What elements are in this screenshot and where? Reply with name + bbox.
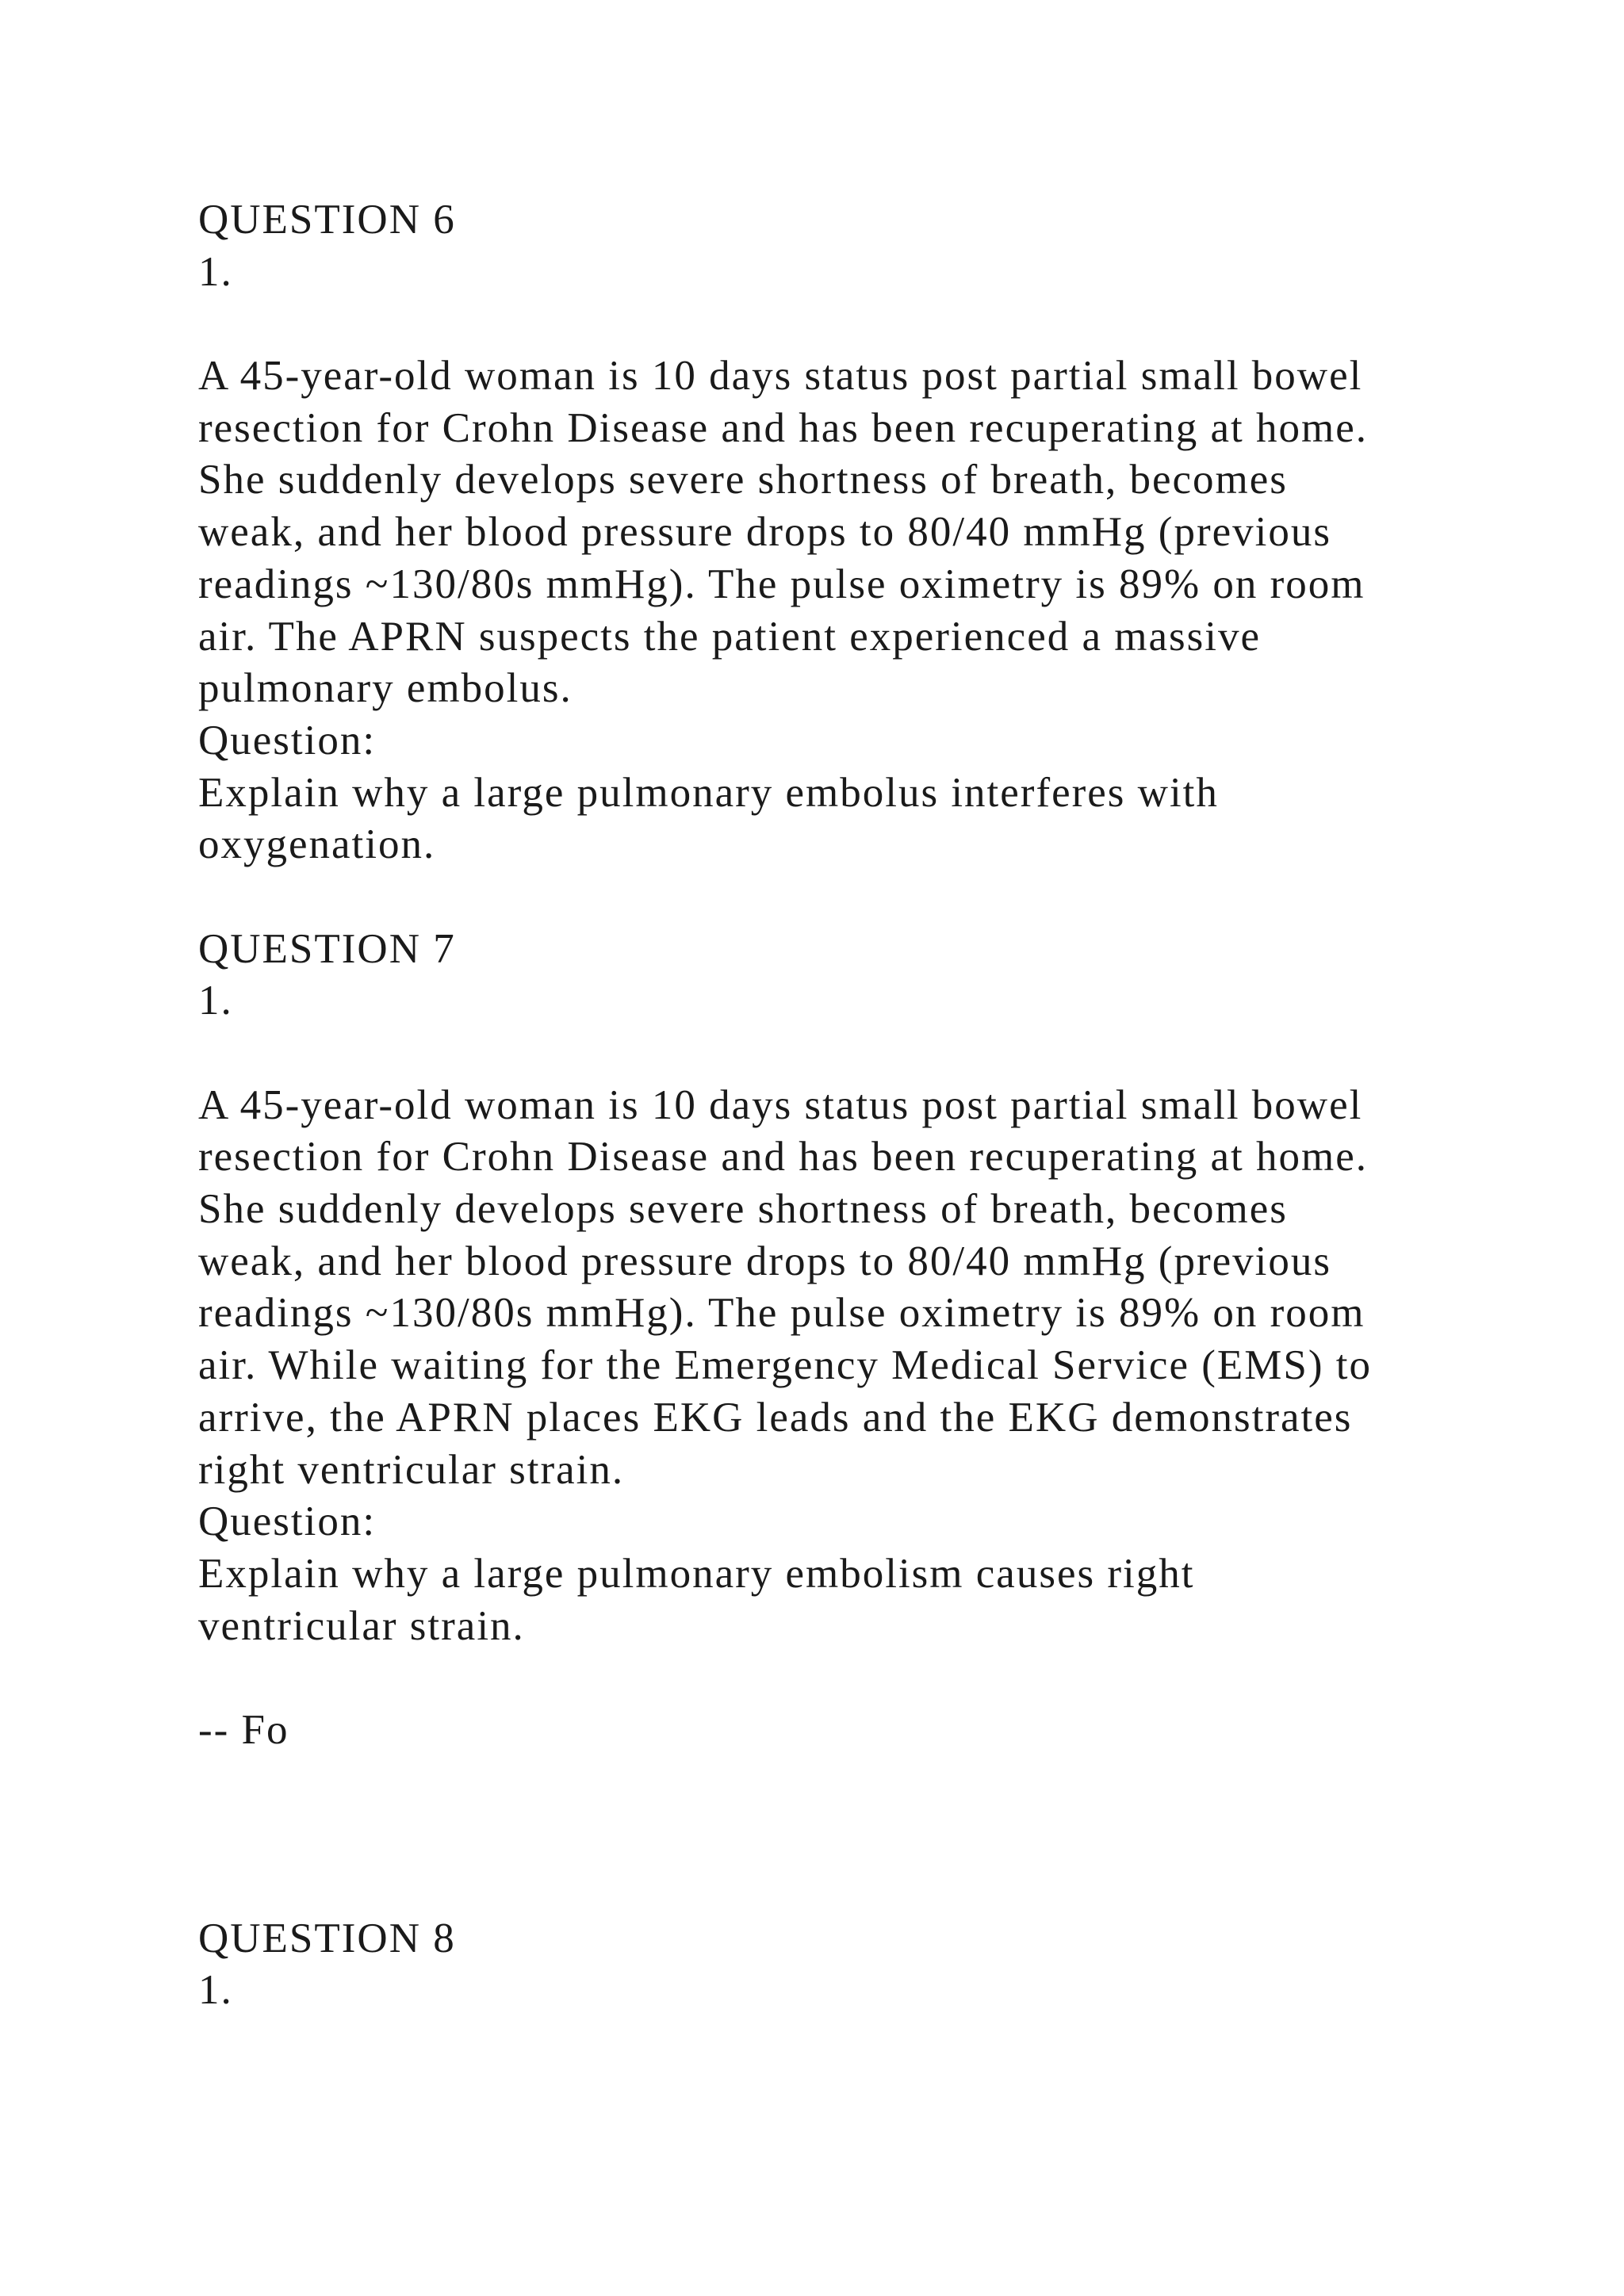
question-line: Explain why a large pulmonary embolism causes right	[198, 1550, 1195, 1597]
scenario-line: She suddenly develops severe shortness of breath, becomes	[198, 1186, 1288, 1233]
question-number: 1.	[198, 248, 233, 295]
question-line: oxygenation.	[198, 821, 436, 868]
scenario-line: air. The APRN suspects the patient experienced a massive	[198, 613, 1262, 660]
question-heading: QUESTION 6	[198, 197, 456, 243]
document-body	[198, 194, 1546, 2017]
blank-line	[198, 1027, 1546, 1080]
scenario-line: readings ~130/80s mmHg). The pulse oximetry is 89% on room	[198, 561, 1365, 607]
question-line: Explain why a large pulmonary embolus interferes with	[198, 769, 1219, 816]
blank-line	[198, 871, 1546, 924]
scenario-line: arrive, the APRN places EKG leads and the EKG demonstrates	[198, 1394, 1353, 1441]
scenario-line: A 45-year-old woman is 10 days status post partial small bowel	[198, 353, 1363, 400]
scenario-line: A 45-year-old woman is 10 days status post partial small bowel	[198, 1081, 1363, 1128]
blank-space	[198, 1757, 1546, 1913]
trailing-fragment: -- Fo	[198, 1706, 289, 1753]
scenario-line: weak, and her blood pressure drops to 80/40 mmHg (previous	[198, 509, 1331, 556]
scenario-line: readings ~130/80s mmHg). The pulse oximetry is 89% on room	[198, 1290, 1365, 1337]
scenario-line: She suddenly develops severe shortness of breath, becomes	[198, 457, 1288, 503]
scenario-line: weak, and her blood pressure drops to 80/40 mmHg (previous	[198, 1238, 1331, 1284]
question-label: Question:	[198, 1498, 377, 1545]
question-7-block	[198, 924, 1546, 1653]
question-heading: QUESTION 7	[198, 925, 456, 972]
scenario-line: resection for Crohn Disease and has been recuperating at home.	[198, 404, 1368, 451]
scenario-line: right ventricular strain.	[198, 1446, 625, 1493]
question-number: 1.	[198, 978, 233, 1024]
question-label: Question:	[198, 717, 377, 763]
question-heading: QUESTION 8	[198, 1915, 456, 1961]
question-8-block	[198, 1913, 1546, 2017]
scenario-line: pulmonary embolus.	[198, 665, 573, 712]
blank-line	[198, 298, 1546, 350]
question-number: 1.	[198, 1967, 233, 2014]
scenario-line: resection for Crohn Disease and has been recuperating at home.	[198, 1134, 1368, 1181]
blank-line	[198, 1652, 1546, 1705]
question-6-block	[198, 194, 1546, 871]
question-line: ventricular strain.	[198, 1602, 525, 1649]
scenario-line: air. While waiting for the Emergency Medical Service (EMS) to	[198, 1342, 1372, 1389]
